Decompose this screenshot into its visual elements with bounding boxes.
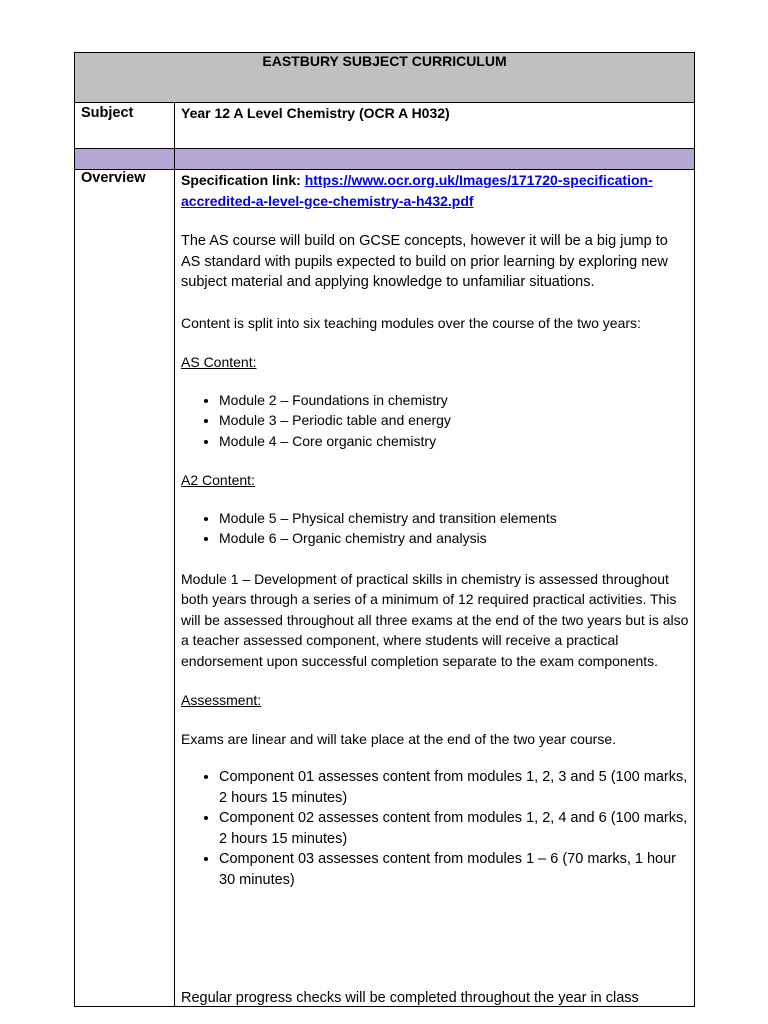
list-item: • Module 5 – Physical chemistry and transition elements (219, 508, 690, 529)
list-item: • Component 01 assesses content from modules 1, 2, 3 and 5 (100 marks, 2 hours 15 minutes) (219, 767, 690, 808)
list-item: • Component 03 assesses content from modules 1 – 6 (70 marks, 1 hour 30 minutes) (219, 849, 690, 890)
assessment-heading: Assessment: (181, 692, 262, 708)
specification-line (181, 170, 690, 211)
progress-checks-text: Regular progress checks will be completed throughout the year in class (181, 990, 639, 1006)
content-split-text: Content is split into six teaching modules over the course of the two years: (181, 314, 641, 331)
list-item: • Module 2 – Foundations in chemistry (219, 390, 690, 411)
overview-label: Overview (75, 170, 175, 1007)
overview-content (175, 170, 694, 1006)
subject-label: Subject (75, 103, 175, 149)
list-item: • Component 02 assesses content from modules 1, 2, 4 and 6 (100 marks, 2 hours 15 minutes) (219, 808, 690, 849)
module1-paragraph: Module 1 – Development of practical skills in chemistry is assessed throughout both years through a series of a minimum of 12 required practical activities. This will be assessed throughout all three exams at the end of the two years but is also a teacher assessed component, where students will receive a practical endorsement upon successful completion separate to the exam components. (181, 570, 689, 669)
specification-label: Specification link: (181, 172, 301, 188)
subject-value: Year 12 A Level Chemistry (OCR A H032) (175, 103, 695, 149)
subject-row (75, 103, 695, 149)
a2-content-list (181, 508, 690, 549)
a2-content-heading: A2 Content: (181, 472, 255, 488)
components-list (181, 767, 690, 890)
list-item: • Module 3 – Periodic table and energy (219, 410, 690, 431)
divider-cell-right (175, 149, 695, 170)
divider-cell-left (75, 149, 175, 170)
overview-row (75, 170, 695, 1007)
exams-text: Exams are linear and will take place at the end of the two year course. (181, 730, 617, 747)
intro-paragraph: The AS course will build on GCSE concepts, however it will be a big jump to AS standard with pupils expected to build on prior learning by exploring new subject material and applying knowledge to unfamiliar situations. (181, 233, 668, 290)
as-content-heading: AS Content: (181, 354, 257, 370)
as-content-list (181, 390, 690, 452)
curriculum-title: EASTBURY SUBJECT CURRICULUM (75, 53, 695, 103)
divider-row (75, 149, 695, 170)
overview-content-cell (175, 170, 695, 1007)
title-row (75, 53, 695, 103)
curriculum-table (74, 52, 695, 1007)
list-item: • Module 6 – Organic chemistry and analysis (219, 528, 690, 549)
specification-link[interactable]: https://www.ocr.org.uk/Images/171720-specification-accredited-a-level-gce-chemistry-a-h432.pdf (181, 172, 653, 209)
list-item: • Module 4 – Core organic chemistry (219, 431, 690, 452)
